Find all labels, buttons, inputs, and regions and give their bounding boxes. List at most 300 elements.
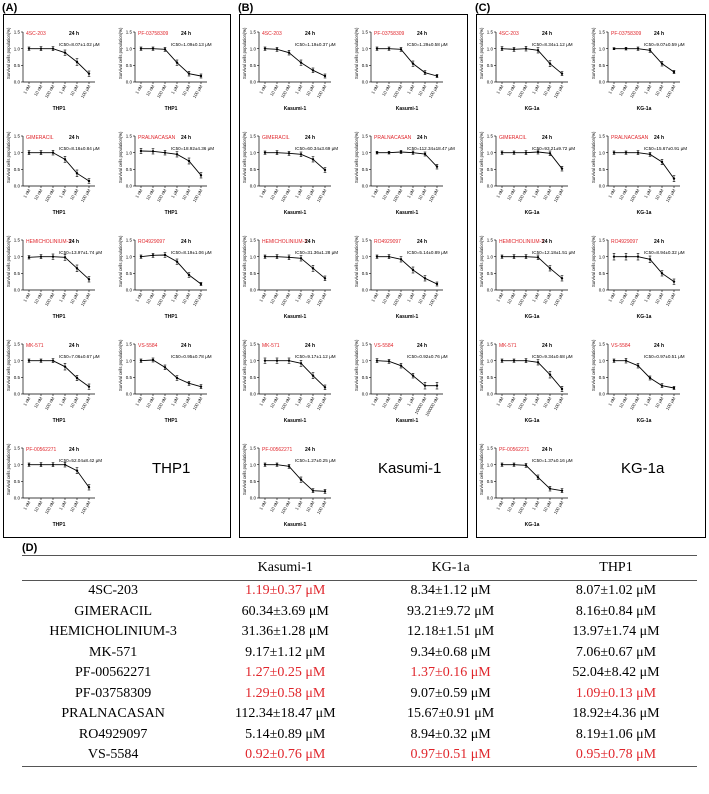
data-point <box>525 151 527 153</box>
x-tick-label: 100 nM <box>391 84 404 99</box>
y-tick-label: 1.5 <box>486 445 493 451</box>
chart-time: 24 h <box>654 239 665 245</box>
x-tick-label: 100 μM <box>315 188 328 203</box>
kasumi-value-cell: 112.34±18.47 μM <box>234 706 336 722</box>
y-tick-label: 1.0 <box>249 462 256 468</box>
y-tick-label: 0.0 <box>361 391 368 397</box>
y-tick-label: 1.5 <box>361 29 368 35</box>
data-point <box>176 260 178 262</box>
dose-response-chart <box>6 235 102 320</box>
y-axis-label: Survival cells population(%) <box>118 339 123 391</box>
x-tick-label: 1 nM <box>370 84 380 95</box>
drug-name-cell: HEMICHOLINIUM-3 <box>49 624 177 640</box>
data-point <box>276 151 278 153</box>
y-tick-label: 0.5 <box>361 374 368 380</box>
x-tick-label: 100 μM <box>552 84 565 99</box>
y-tick-label: 0.0 <box>361 287 368 293</box>
chart-time: 24 h <box>417 135 428 141</box>
x-tick-label: 10 nM <box>33 84 44 97</box>
chart-ic50: IC50=1.37±0.16 μM <box>532 458 573 463</box>
data-point <box>152 254 154 256</box>
data-point <box>28 256 30 258</box>
data-point <box>549 152 551 154</box>
data-point <box>537 151 539 153</box>
y-tick-label: 0.0 <box>249 79 256 85</box>
chart-title: RO4929097 <box>374 239 401 245</box>
data-point <box>613 47 615 49</box>
chart-time: 24 h <box>305 135 316 141</box>
data-point <box>501 463 503 465</box>
panel-b-cell-line: Kasumi-1 <box>378 460 442 477</box>
data-point <box>625 151 627 153</box>
y-tick-label: 0.0 <box>486 495 493 501</box>
y-tick-label: 1.0 <box>13 254 20 260</box>
chart-time: 24 h <box>69 343 80 349</box>
x-tick-label: 100 nM <box>391 188 404 203</box>
data-point <box>164 254 166 256</box>
x-tick-label: 10 μM <box>654 396 665 409</box>
y-tick-label: 0.0 <box>13 495 20 501</box>
x-tick-label: 10 μM <box>417 188 428 201</box>
y-tick-label: 0.0 <box>125 287 132 293</box>
y-tick-label: 1.0 <box>361 46 368 52</box>
dose-response-chart <box>118 339 212 424</box>
data-point <box>412 62 414 64</box>
y-axis-label: Survival cells population(%) <box>242 27 247 79</box>
x-tick-label: 1 μM <box>58 500 68 511</box>
y-tick-label: 0.0 <box>486 79 493 85</box>
header-thp1: THP1 <box>599 560 633 575</box>
drug-name-cell: VS-5584 <box>87 747 139 763</box>
y-tick-label: 1.0 <box>249 254 256 260</box>
dose-response-chart <box>242 235 338 320</box>
x-tick-label: 1 μM <box>406 292 416 303</box>
kg1a-value-cell: 9.07±0.59 μM <box>410 685 491 701</box>
y-tick-label: 1.5 <box>598 341 605 347</box>
y-tick-label: 0.5 <box>598 270 605 276</box>
x-tick-label: 10 nM <box>506 84 517 97</box>
data-point <box>525 255 527 257</box>
data-point <box>625 255 627 257</box>
data-point <box>176 153 178 155</box>
table-row <box>22 725 697 746</box>
y-tick-label: 0.0 <box>486 287 493 293</box>
x-tick-label: 100 μM <box>427 84 440 99</box>
panel-b-label: (B) <box>238 2 254 14</box>
thp1-value-cell: 8.19±1.06 μM <box>575 726 657 742</box>
chart-ic50: IC50=0.97±0.51 μM <box>644 354 685 359</box>
x-tick-label: 100 nM <box>628 396 641 411</box>
table-row <box>22 684 697 705</box>
table-row <box>22 622 697 643</box>
data-point <box>400 48 402 50</box>
dose-response-chart <box>354 27 448 112</box>
chart-title: GIMERACIL <box>262 135 290 141</box>
data-point <box>264 255 266 257</box>
x-tick-label: 100 μM <box>191 84 204 99</box>
y-axis-label: Survival cells population(%) <box>242 131 247 183</box>
x-tick-label: 100 nM <box>155 292 168 307</box>
series-line <box>614 257 674 282</box>
y-axis-label: Survival cells population(%) <box>354 235 359 287</box>
y-axis-label: Survival cells population(%) <box>6 443 11 495</box>
kg1a-value-cell: 0.97±0.51 μM <box>410 747 491 763</box>
y-tick-label: 1.0 <box>598 254 605 260</box>
y-tick-label: 0.5 <box>486 166 493 172</box>
dose-response-chart <box>354 131 455 216</box>
x-tick-label: 100 μM <box>191 292 204 307</box>
data-point <box>561 277 563 279</box>
x-axis-label: Kasumi-1 <box>283 106 307 112</box>
data-point <box>176 61 178 63</box>
y-tick-label: 0.0 <box>249 183 256 189</box>
chart-title: GIMERACIL <box>499 135 527 141</box>
chart-ic50: IC50=8.16±0.84 μM <box>59 146 100 151</box>
x-tick-label: 1 nM <box>607 396 617 407</box>
data-point <box>412 374 414 376</box>
y-tick-label: 1.0 <box>361 358 368 364</box>
x-tick-label: 100 nM <box>279 500 292 515</box>
x-tick-label: 100 nM <box>516 500 529 515</box>
data-point <box>501 151 503 153</box>
chart-ic50: IC50=8.34±1.12 μM <box>532 42 573 47</box>
x-tick-label: 100 nM <box>43 188 56 203</box>
x-tick-label: 100 μM <box>427 292 440 307</box>
data-point <box>501 47 503 49</box>
data-point <box>276 48 278 50</box>
x-tick-label: 1 nM <box>134 84 144 95</box>
x-tick-label: 1 nM <box>258 500 268 511</box>
data-point <box>264 463 266 465</box>
x-tick-label: 10 μM <box>69 396 80 409</box>
x-axis-label: THP1 <box>52 210 66 216</box>
chart-ic50: IC50=9.34±0.68 μM <box>532 354 573 359</box>
kasumi-value-cell: 31.36±1.28 μM <box>241 624 329 640</box>
data-point <box>40 359 42 361</box>
data-point <box>388 255 390 257</box>
data-point <box>549 487 551 489</box>
y-tick-label: 1.5 <box>361 341 368 347</box>
y-tick-label: 0.5 <box>13 270 20 276</box>
y-tick-label: 0.0 <box>125 391 132 397</box>
x-tick-label: 100 μM <box>552 292 565 307</box>
x-tick-label: 100 nM <box>628 188 641 203</box>
x-tick-label: 1 nM <box>22 500 32 511</box>
table-row <box>22 704 697 725</box>
chart-title: PF-03758309 <box>611 31 642 37</box>
table-row <box>22 581 697 602</box>
x-tick-label: 10 μM <box>542 396 553 409</box>
x-tick-label: 10 nM <box>269 396 280 409</box>
series-line <box>29 49 89 74</box>
data-point <box>673 71 675 73</box>
data-point <box>436 75 438 77</box>
chart-title: PF-00562271 <box>262 447 293 453</box>
data-point <box>288 359 290 361</box>
y-tick-label: 1.5 <box>486 341 493 347</box>
data-point <box>88 72 90 74</box>
header-kasumi: Kasumi-1 <box>257 560 313 575</box>
series-line <box>502 465 562 491</box>
chart-time: 24 h <box>654 135 665 141</box>
data-point <box>300 362 302 364</box>
data-point <box>76 61 78 63</box>
data-point <box>424 384 426 386</box>
y-axis-label: Survival cells population(%) <box>479 27 484 79</box>
x-tick-label: 100 μM <box>552 396 565 411</box>
x-axis-label: THP1 <box>164 210 178 216</box>
x-tick-label: 10 nM <box>506 396 517 409</box>
y-tick-label: 0.5 <box>249 62 256 68</box>
data-point <box>152 150 154 152</box>
x-tick-label: 100 nM <box>516 188 529 203</box>
data-point <box>52 255 54 257</box>
chart-ic50: IC50=12.18±1.51 μM <box>532 250 576 255</box>
data-point <box>152 359 154 361</box>
data-point <box>561 388 563 390</box>
x-tick-label: 100 nM <box>279 292 292 307</box>
x-tick-label: 1 nM <box>22 292 32 303</box>
x-tick-label: 1 μM <box>406 396 416 407</box>
y-tick-label: 0.0 <box>486 391 493 397</box>
x-tick-label: 10 μM <box>69 84 80 97</box>
data-point <box>537 476 539 478</box>
y-tick-label: 1.0 <box>486 46 493 52</box>
x-tick-label: 10 μM <box>69 292 80 305</box>
x-tick-label: 1 μM <box>58 292 68 303</box>
x-tick-label: 10 μM <box>542 500 553 513</box>
x-tick-label: 100000 nM <box>424 396 440 418</box>
x-axis-label: KG-1a <box>636 418 652 424</box>
y-axis-label: Survival cells population(%) <box>479 339 484 391</box>
series-line <box>141 151 201 175</box>
data-point <box>188 72 190 74</box>
dose-response-chart <box>591 27 685 112</box>
data-point <box>613 151 615 153</box>
x-axis-label: KG-1a <box>524 418 540 424</box>
series-line <box>502 361 562 389</box>
y-tick-label: 0.5 <box>13 166 20 172</box>
y-axis-label: Survival cells population(%) <box>6 235 11 287</box>
x-tick-label: 10 μM <box>69 500 80 513</box>
chart-ic50: IC50=1.29±0.58 μM <box>407 42 448 47</box>
x-tick-label: 10 μM <box>181 292 192 305</box>
x-axis-label: KG-1a <box>524 210 540 216</box>
kg1a-value-cell: 8.34±1.12 μM <box>410 583 491 599</box>
y-tick-label: 1.5 <box>249 237 256 243</box>
x-tick-label: 1 μM <box>294 500 304 511</box>
table-row <box>22 745 697 766</box>
data-point <box>200 283 202 285</box>
x-tick-label: 1 μM <box>643 396 653 407</box>
data-point <box>140 255 142 257</box>
y-tick-label: 0.5 <box>249 478 256 484</box>
chart-time: 24 h <box>181 135 192 141</box>
x-tick-label: 10 nM <box>618 292 629 305</box>
data-point <box>513 48 515 50</box>
y-tick-label: 1.0 <box>361 150 368 156</box>
y-tick-label: 0.0 <box>598 183 605 189</box>
chart-title: PF-03758309 <box>138 31 169 37</box>
data-point <box>537 49 539 51</box>
data-point <box>76 469 78 471</box>
x-tick-label: 10 nM <box>33 500 44 513</box>
series-line <box>265 257 325 279</box>
x-tick-label: 100 nM <box>279 188 292 203</box>
dose-response-chart <box>479 235 575 320</box>
dose-response-chart <box>242 443 336 528</box>
y-tick-label: 1.5 <box>598 29 605 35</box>
y-tick-label: 1.5 <box>13 341 20 347</box>
data-point <box>549 62 551 64</box>
x-tick-label: 100 μM <box>315 292 328 307</box>
chart-ic50: IC50=93.21±9.72 μM <box>532 146 576 151</box>
chart-time: 24 h <box>417 239 428 245</box>
data-point <box>88 385 90 387</box>
series-line <box>29 257 89 280</box>
thp1-value-cell: 52.04±8.42 μM <box>572 665 660 681</box>
data-point <box>300 478 302 480</box>
chart-title: PRALNACASAN <box>374 135 412 141</box>
y-tick-label: 1.5 <box>361 237 368 243</box>
data-point <box>376 255 378 257</box>
x-tick-label: 1 nM <box>22 188 32 199</box>
x-tick-label: 10 μM <box>69 188 80 201</box>
y-tick-label: 0.5 <box>598 62 605 68</box>
x-tick-label: 1 nM <box>495 500 505 511</box>
x-tick-label: 10 μM <box>181 188 192 201</box>
data-point <box>312 158 314 160</box>
data-point <box>200 385 202 387</box>
x-tick-label: 1 nM <box>607 188 617 199</box>
data-point <box>324 386 326 388</box>
x-tick-label: 1 nM <box>495 292 505 303</box>
y-axis-label: Survival cells population(%) <box>6 131 11 183</box>
data-point <box>288 152 290 154</box>
y-tick-label: 0.0 <box>598 287 605 293</box>
x-tick-label: 100 μM <box>315 500 328 515</box>
ic50-table <box>22 555 697 767</box>
data-point <box>312 267 314 269</box>
x-axis-label: THP1 <box>164 418 178 424</box>
x-tick-label: 100 nM <box>43 292 56 307</box>
y-axis-label: Survival cells population(%) <box>118 27 123 79</box>
x-tick-label: 10 nM <box>33 188 44 201</box>
chart-ic50: IC50=1.09±0.13 μM <box>171 42 212 47</box>
y-tick-label: 0.0 <box>125 183 132 189</box>
data-point <box>513 359 515 361</box>
x-tick-label: 1 μM <box>170 188 180 199</box>
y-tick-label: 1.5 <box>125 237 132 243</box>
data-point <box>324 277 326 279</box>
data-point <box>625 47 627 49</box>
kasumi-value-cell: 60.34±3.69 μM <box>241 603 329 619</box>
data-point <box>388 47 390 49</box>
x-tick-label: 1 nM <box>258 396 268 407</box>
data-point <box>276 255 278 257</box>
data-point <box>152 47 154 49</box>
series-line <box>502 49 562 74</box>
series-line <box>265 361 325 388</box>
x-axis-label: KG-1a <box>524 106 540 112</box>
x-tick-label: 10 nM <box>506 292 517 305</box>
data-point <box>561 167 563 169</box>
chart-title: RO4929097 <box>138 239 165 245</box>
data-point <box>376 151 378 153</box>
x-tick-label: 10 μM <box>305 292 316 305</box>
x-tick-label: 10 μM <box>305 84 316 97</box>
panel-c-cell-line: KG-1a <box>621 460 665 477</box>
x-tick-label: 10 μM <box>654 292 665 305</box>
y-tick-label: 0.5 <box>125 374 132 380</box>
y-axis-label: Survival cells population(%) <box>118 131 123 183</box>
x-tick-label: 1 nM <box>495 188 505 199</box>
x-tick-label: 1 μM <box>643 188 653 199</box>
y-tick-label: 1.0 <box>125 150 132 156</box>
series-line <box>614 361 674 388</box>
data-point <box>649 258 651 260</box>
chart-time: 24 h <box>417 343 428 349</box>
y-tick-label: 0.5 <box>249 166 256 172</box>
x-tick-label: 1 μM <box>294 84 304 95</box>
y-tick-label: 0.5 <box>486 374 493 380</box>
series-line <box>29 153 89 181</box>
table-row <box>22 663 697 684</box>
y-tick-label: 1.5 <box>125 341 132 347</box>
series-line <box>377 361 437 386</box>
y-tick-label: 0.5 <box>361 270 368 276</box>
x-tick-label: 1 μM <box>294 292 304 303</box>
y-tick-label: 0.5 <box>361 166 368 172</box>
x-tick-label: 10 nM <box>618 84 629 97</box>
x-tick-label: 100 μM <box>79 396 92 411</box>
x-tick-label: 100 nM <box>516 292 529 307</box>
x-axis-label: KG-1a <box>524 522 540 528</box>
y-axis-label: Survival cells population(%) <box>591 235 596 287</box>
data-point <box>436 283 438 285</box>
data-point <box>264 47 266 49</box>
y-tick-label: 1.0 <box>486 462 493 468</box>
chart-title: VS-5584 <box>374 343 394 349</box>
chart-ic50: IC50=18.92±4.36 μM <box>171 146 215 151</box>
data-point <box>64 158 66 160</box>
dose-response-chart <box>6 27 100 112</box>
data-point <box>436 384 438 386</box>
data-point <box>400 364 402 366</box>
data-point <box>412 269 414 271</box>
chart-title: PRALNACASAN <box>138 135 176 141</box>
chart-title: RO4929097 <box>611 239 638 245</box>
chart-time: 24 h <box>542 239 553 245</box>
x-tick-label: 10 μM <box>181 396 192 409</box>
data-point <box>52 359 54 361</box>
x-tick-label: 10 nM <box>618 396 629 409</box>
chart-title: PF-03758309 <box>374 31 405 37</box>
data-point <box>673 387 675 389</box>
data-point <box>424 71 426 73</box>
x-axis-label: Kasumi-1 <box>395 106 419 112</box>
kg1a-value-cell: 93.21±9.72 μM <box>407 603 495 619</box>
x-axis-label: THP1 <box>164 106 178 112</box>
chart-time: 24 h <box>542 31 553 37</box>
x-tick-label: 100 μM <box>79 292 92 307</box>
y-tick-label: 1.0 <box>13 358 20 364</box>
kg1a-value-cell: 12.18±1.51 μM <box>407 624 495 640</box>
thp1-value-cell: 13.97±1.74 μM <box>572 624 660 640</box>
x-tick-label: 1 μM <box>406 84 416 95</box>
data-point <box>28 47 30 49</box>
x-tick-label: 100 μM <box>552 188 565 203</box>
